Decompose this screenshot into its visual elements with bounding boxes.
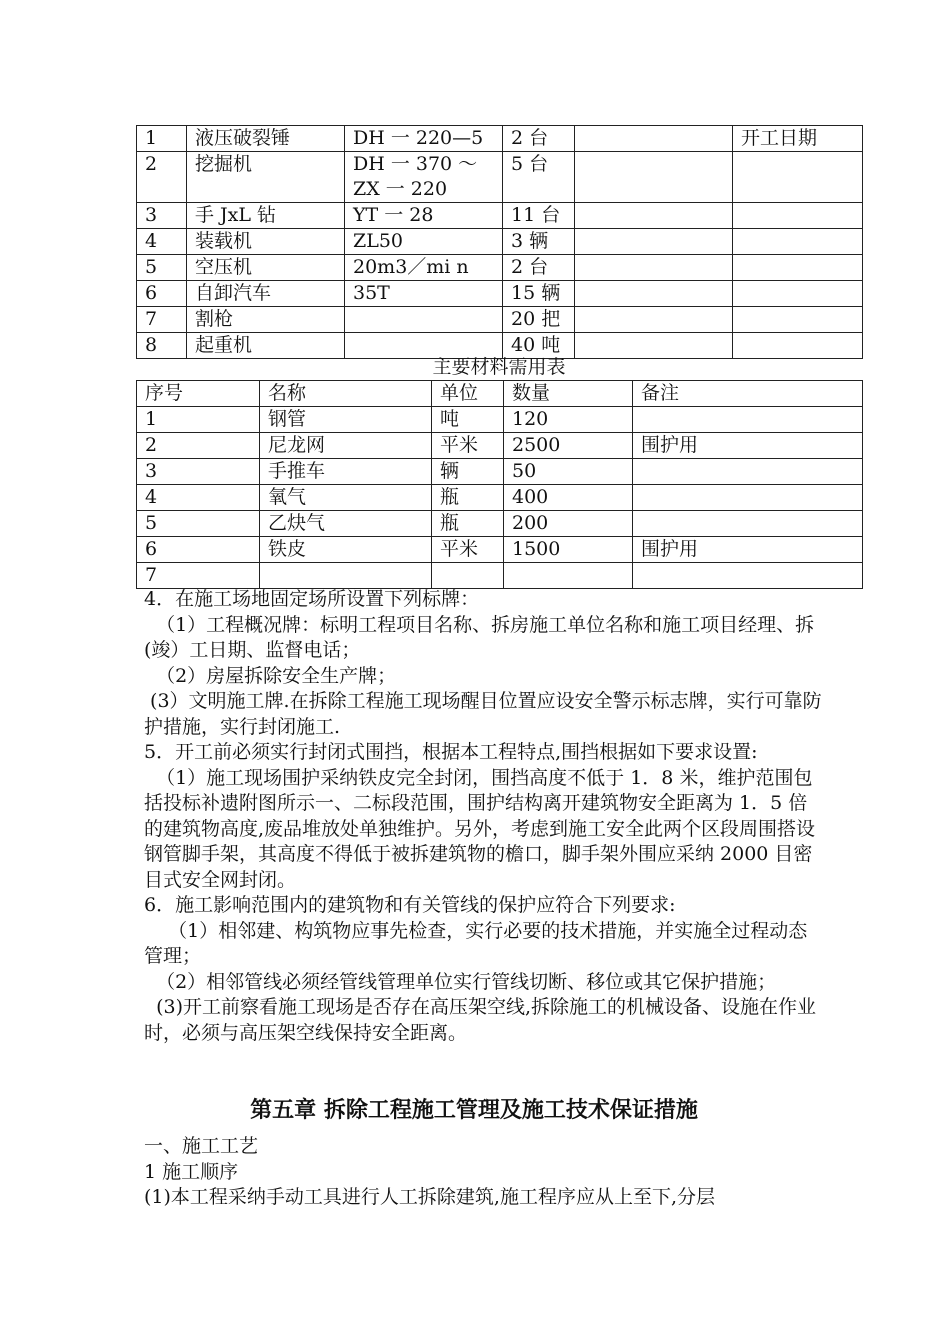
table-cell: 2 台 (503, 255, 575, 281)
paragraph: （1）施工现场围护采纳铁皮完全封闭，围挡高度不低于 1．8 米，维护范围包括投标补遗附图所示一、二标段范围，围护结构离开建筑物安全距离为 1．5 倍的建筑物高度,废品堆放处单独维护。另外，考虑到施工安全此两个区段周围搭设钢管脚手架，其高度不得低于被拆建筑物的檐口，脚手架外围应采纳 2000 目密目式安全网封闭。 (144, 766, 816, 891)
table-cell: 钢管 (260, 407, 432, 433)
material-table-header-row (137, 381, 863, 407)
table-cell: 5 (137, 511, 260, 537)
header-cell: 单位 (432, 381, 504, 407)
table-cell (575, 307, 733, 333)
table-cell (733, 307, 863, 333)
table-cell: 20 把 (503, 307, 575, 333)
table-cell: 1 (137, 126, 187, 152)
table-cell: 平米 (432, 537, 504, 563)
table-cell: 6 (137, 281, 187, 307)
table-cell: 4 (137, 229, 187, 255)
table-row (137, 511, 863, 537)
paragraph: （1）工程概况牌：标明工程项目名称、拆房施工单位名称和施工项目经理、拆(竣）工日期、监督电话； (144, 613, 815, 661)
table-cell: 割枪 (187, 307, 345, 333)
table-cell (633, 459, 863, 485)
table-cell: 15 辆 (503, 281, 575, 307)
table-row (137, 255, 863, 281)
table-cell: 5 台 (503, 152, 575, 203)
table-cell: 2 台 (503, 126, 575, 152)
table-cell: 2 (137, 433, 260, 459)
table-cell: 40 吨 (503, 333, 575, 359)
table-cell (345, 307, 503, 333)
table-cell: 5 (137, 255, 187, 281)
table-cell: 7 (137, 563, 260, 589)
paragraph: (3）文明施工牌.在拆除工程施工现场醒目位置应设安全警示标志牌，实行可靠防护措施，实行封闭施工. (144, 690, 822, 738)
table-cell: 1 (137, 407, 260, 433)
table-cell: 200 (504, 511, 633, 537)
table-cell: 11 台 (503, 203, 575, 229)
table-row (137, 433, 863, 459)
table-cell: 自卸汽车 (187, 281, 345, 307)
table-cell: 起重机 (187, 333, 345, 359)
table-cell: 铁皮 (260, 537, 432, 563)
paragraph: (1)本工程采纳手动工具进行人工拆除建筑,施工程序应从上至下,分层 (144, 1186, 715, 1208)
table-cell: 辆 (432, 459, 504, 485)
table-row (137, 537, 863, 563)
paragraph: 4．在施工场地固定场所设置下列标牌： (144, 588, 480, 610)
header-cell: 名称 (260, 381, 432, 407)
table-cell: ZL50 (345, 229, 503, 255)
table-row (137, 203, 863, 229)
table-cell (575, 255, 733, 281)
table-cell: 6 (137, 537, 260, 563)
table-cell: DH 一 370 ～ ZX 一 220 (345, 152, 503, 203)
table-cell: 吨 (432, 407, 504, 433)
table-cell: 围护用 (633, 433, 863, 459)
section-text (144, 1134, 824, 1211)
table-cell: 35T (345, 281, 503, 307)
header-cell: 数量 (504, 381, 633, 407)
table-cell: 氧气 (260, 485, 432, 511)
table-row (137, 407, 863, 433)
header-cell: 序号 (137, 381, 260, 407)
paragraph: 5．开工前必须实行封闭式围挡，根据本工程特点,围挡根据如下要求设置: (144, 741, 758, 763)
material-table (136, 380, 863, 589)
table-row (137, 229, 863, 255)
table-cell: 乙炔气 (260, 511, 432, 537)
paragraph: （2）相邻管线必须经管线管理单位实行管线切断、移位或其它保护措施； (144, 970, 777, 993)
material-table-caption: 主要材料需用表 (432, 356, 566, 378)
table-cell: DH 一 220—5 (345, 126, 503, 152)
table-cell: 2500 (504, 433, 633, 459)
table-cell: 20m3／mi n (345, 255, 503, 281)
header-cell: 备注 (633, 381, 863, 407)
table-cell (733, 152, 863, 203)
table-cell (575, 126, 733, 152)
table-row (137, 126, 863, 152)
table-cell: 2 (137, 152, 187, 203)
table-cell: 瓶 (432, 485, 504, 511)
table-cell: YT 一 28 (345, 203, 503, 229)
paragraph: (3)开工前察看施工现场是否存在高压架空线,拆除施工的机械设备、设施在作业时，必须与高压架空线保持安全距离。 (144, 996, 817, 1044)
table-cell: 尼龙网 (260, 433, 432, 459)
table-cell: 3 (137, 203, 187, 229)
table-cell: 开工日期 (733, 126, 863, 152)
table-cell: 50 (504, 459, 633, 485)
table-cell: 120 (504, 407, 633, 433)
table-cell: 8 (137, 333, 187, 359)
table-cell: 空压机 (187, 255, 345, 281)
table-cell: 手 JxL 钻 (187, 203, 345, 229)
table-cell: 3 辆 (503, 229, 575, 255)
table-cell (432, 563, 504, 589)
body-text (144, 587, 824, 1046)
table-row (137, 281, 863, 307)
table-cell (575, 203, 733, 229)
table-cell (633, 485, 863, 511)
table-cell: 400 (504, 485, 633, 511)
table-cell (733, 281, 863, 307)
table-cell: 液压破裂锤 (187, 126, 345, 152)
table-cell (260, 563, 432, 589)
table-row (137, 485, 863, 511)
chapter-title: 第五章 拆除工程施工管理及施工技术保证措施 (250, 1098, 698, 1123)
table-cell: 装载机 (187, 229, 345, 255)
table-cell: 挖掘机 (187, 152, 345, 203)
paragraph: （2）房屋拆除安全生产牌； (144, 664, 397, 687)
table-cell (575, 152, 733, 203)
subsection-heading: 1 施工顺序 (144, 1160, 239, 1183)
table-row (137, 459, 863, 485)
table-cell: 4 (137, 485, 260, 511)
table-cell (733, 229, 863, 255)
table-cell (633, 511, 863, 537)
table-cell (733, 255, 863, 281)
section-heading: 一、施工工艺 (144, 1135, 259, 1157)
paragraph: 6．施工影响范围内的建筑物和有关管线的保护应符合下列要求: (144, 894, 676, 916)
table-row (137, 152, 863, 203)
table-row (137, 307, 863, 333)
table-cell: 平米 (432, 433, 504, 459)
table-cell (733, 203, 863, 229)
table-cell: 3 (137, 459, 260, 485)
equipment-table (136, 125, 863, 359)
table-cell (575, 229, 733, 255)
table-cell: 7 (137, 307, 187, 333)
table-cell (575, 281, 733, 307)
table-row (137, 563, 863, 589)
table-cell: 手推车 (260, 459, 432, 485)
paragraph: （1）相邻建、构筑物应事先检查，实行必要的技术措施，并实施全过程动态管理； (144, 919, 808, 967)
table-cell: 1500 (504, 537, 633, 563)
table-cell: 瓶 (432, 511, 504, 537)
table-cell: 围护用 (633, 537, 863, 563)
table-cell (633, 563, 863, 589)
table-cell (504, 563, 633, 589)
table-cell (633, 407, 863, 433)
